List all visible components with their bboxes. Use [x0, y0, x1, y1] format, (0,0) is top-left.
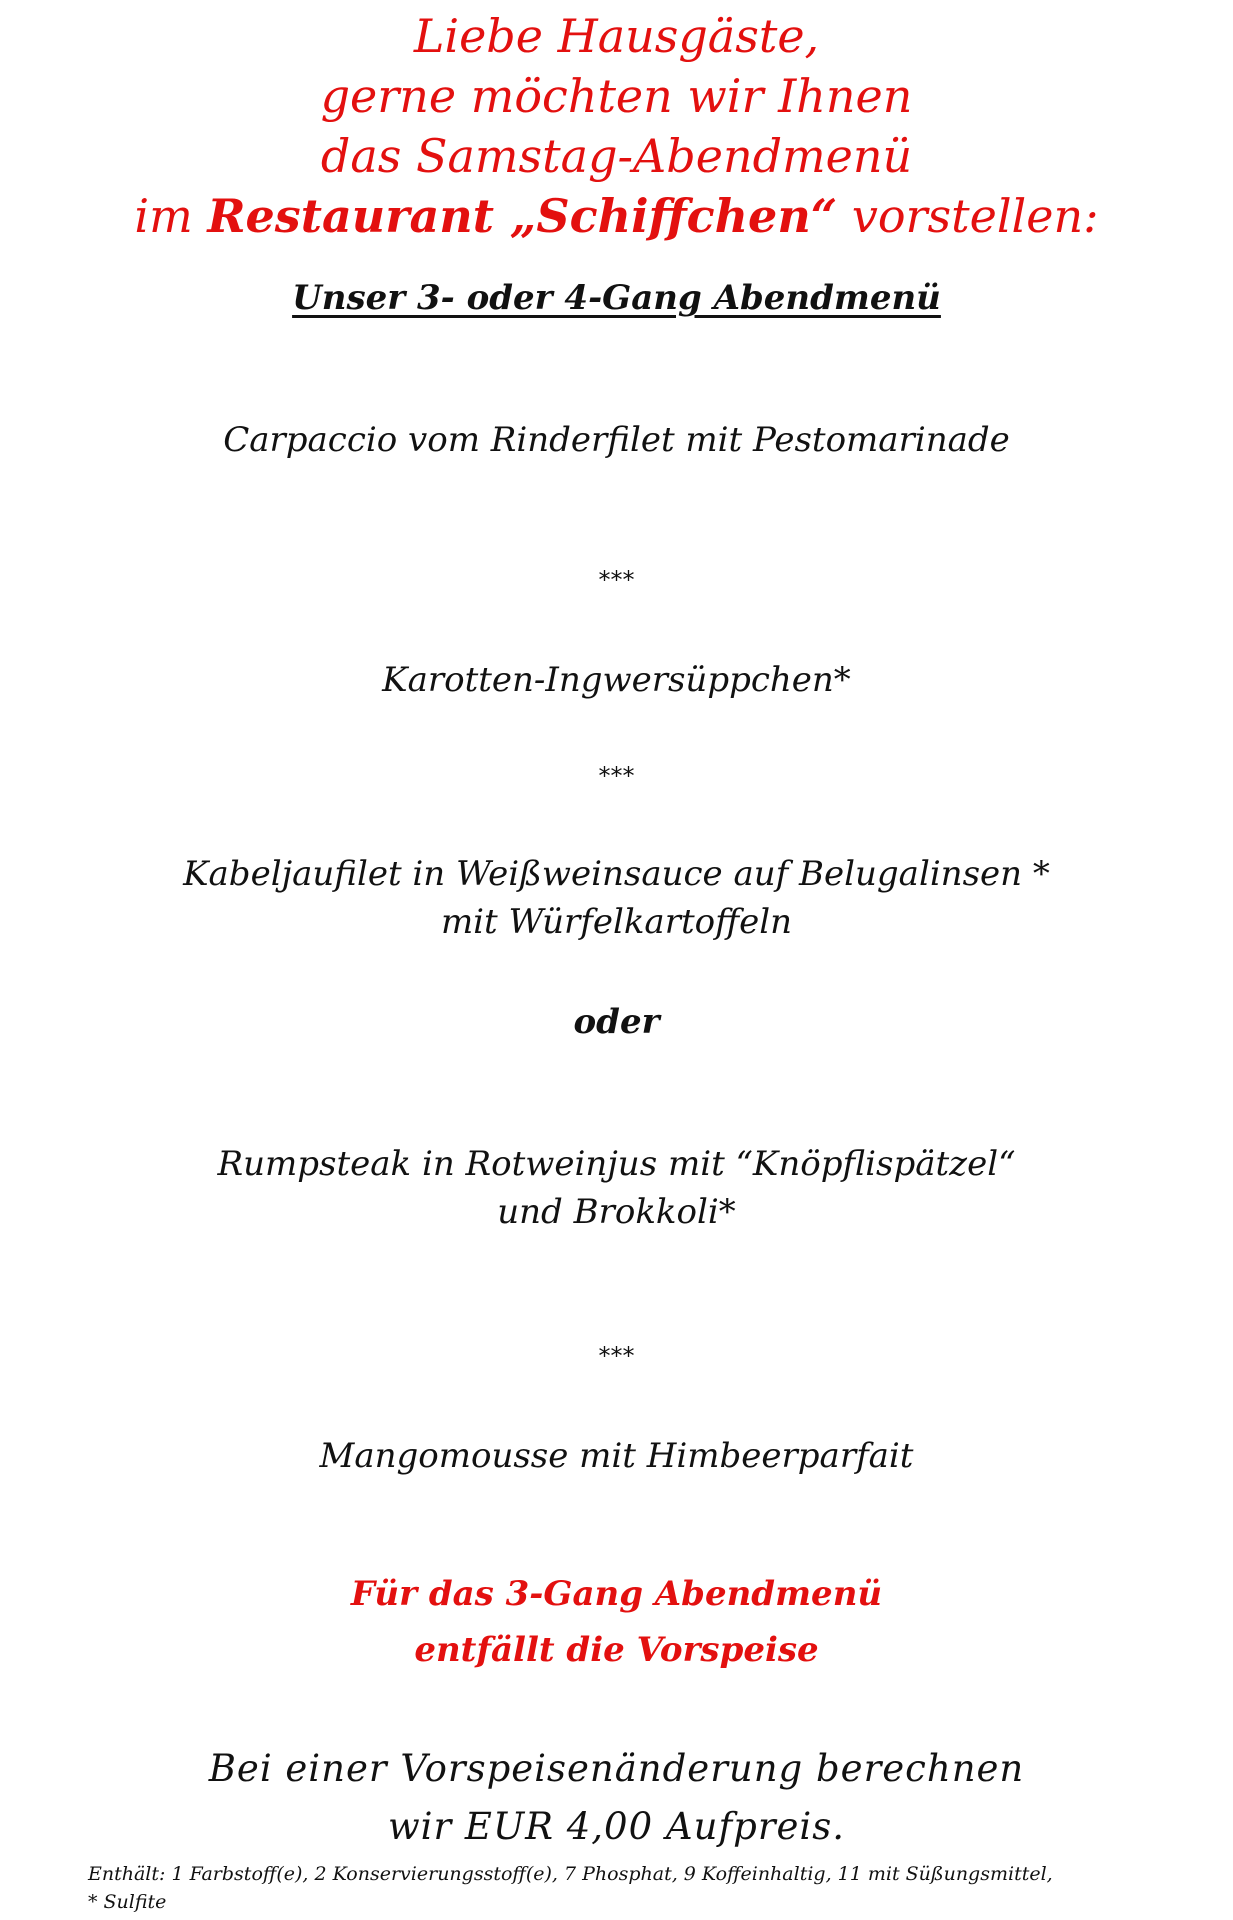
restaurant-name: Restaurant „Schiffchen“	[207, 189, 838, 243]
intro-text: Liebe Hausgäste,	[413, 9, 820, 63]
course-soup: Karotten-Ingwersüppchen*	[382, 660, 851, 700]
course-main-2-line-2: und Brokkoli*	[497, 1192, 736, 1232]
course-separator: ***	[598, 1342, 635, 1370]
course-dessert: Mangomousse mit Himbeerparfait	[319, 1436, 914, 1476]
allergen-footnote	[88, 1860, 1228, 1916]
course-separator: ***	[598, 566, 635, 594]
allergen-line-2: * Sulfite	[88, 1891, 167, 1913]
intro-text: das Samstag-Abendmenü	[320, 129, 913, 183]
intro-text: gerne möchten wir Ihnen	[320, 69, 913, 123]
course-main-1-line-2: mit Würfelkartoffeln	[440, 902, 793, 942]
menu-heading-text: Unser 3- oder 4-Gang Abendmenü	[292, 278, 941, 318]
intro-line-2	[0, 66, 1233, 126]
course-main-2-line-1: Rumpsteak in Rotweinjus mit “Knöpflispätzel“	[217, 1144, 1016, 1184]
intro-line-4	[0, 186, 1233, 246]
intro-text: vorstellen:	[837, 189, 1099, 243]
course-starter: Carpaccio vom Rinderfilet mit Pestomarinade	[223, 420, 1010, 460]
intro-line-3	[0, 126, 1233, 186]
note-line-2: entfällt die Vorspeise	[414, 1630, 819, 1670]
surcharge-line-2: wir EUR 4,00 Aufpreis.	[387, 1805, 845, 1848]
course-main-1-line-1: Kabeljaufilet in Weißweinsauce auf Belugalinsen *	[183, 854, 1050, 894]
surcharge-line-1: Bei einer Vorspeisenänderung berechnen	[208, 1747, 1025, 1790]
intro-line-1	[0, 6, 1233, 66]
menu-heading	[0, 278, 1233, 318]
intro-text: im	[134, 189, 208, 243]
course-alternative-oder: oder	[573, 1002, 660, 1042]
note-line-1: Für das 3-Gang Abendmenü	[350, 1574, 883, 1614]
course-separator: ***	[598, 762, 635, 790]
allergen-line-1: Enthält: 1 Farbstoff(e), 2 Konservierungsstoff(e), 7 Phosphat, 9 Koffeinhaltig, 11 mit Süßungsmittel,	[88, 1863, 1053, 1885]
